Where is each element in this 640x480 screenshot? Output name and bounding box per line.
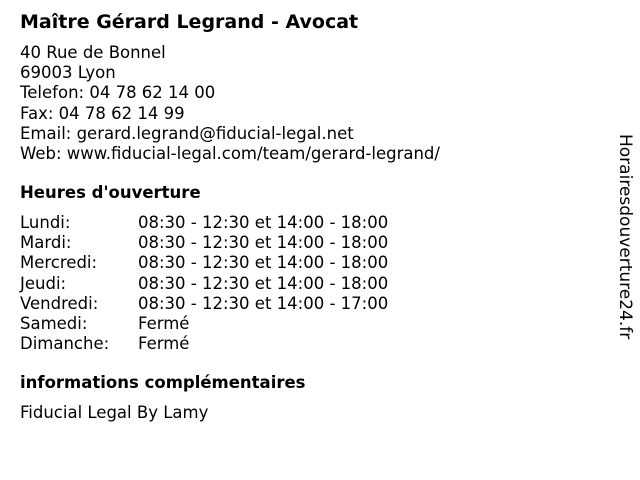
email-line: Email: gerard.legrand@fiducial-legal.net (20, 123, 354, 143)
page-title: Maître Gérard Legrand - Avocat (20, 11, 359, 33)
hours-row-wednesday (20, 253, 440, 273)
address-city: 69003 Lyon (20, 63, 116, 83)
address-street: 40 Rue de Bonnel (20, 43, 166, 62)
info-text: Fiducial Legal By Lamy (20, 403, 209, 422)
day-label: Samedi: (20, 313, 88, 333)
time-value: 08:30 - 12:30 et 14:00 - 18:00 (138, 233, 389, 253)
time-value: 08:30 - 12:30 et 14:00 - 18:00 (138, 213, 389, 232)
hours-row-sunday (20, 334, 440, 354)
day-label: Jeudi: (20, 273, 67, 293)
time-value: Fermé (138, 334, 190, 354)
hours-row-monday (20, 213, 440, 233)
site-watermark (612, 134, 638, 346)
time-value: 08:30 - 12:30 et 14:00 - 18:00 (138, 253, 389, 273)
contact-block (20, 43, 440, 164)
day-label: Lundi: (20, 213, 71, 232)
watermark-text: Horairesdouverture24.fr (615, 134, 635, 340)
time-value: Fermé (138, 313, 190, 333)
day-label: Vendredi: (20, 293, 99, 313)
hours-heading: Heures d'ouverture (20, 183, 201, 202)
hours-row-saturday (20, 314, 440, 334)
hours-row-friday (20, 294, 440, 314)
day-label: Mardi: (20, 233, 72, 253)
opening-hours-table (20, 213, 440, 354)
fax-line: Fax: 04 78 62 14 99 (20, 103, 185, 123)
phone-line: Telefon: 04 78 62 14 00 (20, 83, 216, 103)
hours-row-tuesday (20, 233, 440, 253)
hours-row-thursday (20, 274, 440, 294)
day-label: Dimanche: (20, 334, 110, 354)
day-label: Mercredi: (20, 253, 98, 273)
time-value: 08:30 - 12:30 et 14:00 - 18:00 (138, 273, 389, 293)
web-line: Web: www.fiducial-legal.com/team/gerard-legrand/ (20, 143, 440, 163)
time-value: 08:30 - 12:30 et 14:00 - 17:00 (138, 293, 389, 313)
info-heading: informations complémentaires (20, 373, 306, 392)
